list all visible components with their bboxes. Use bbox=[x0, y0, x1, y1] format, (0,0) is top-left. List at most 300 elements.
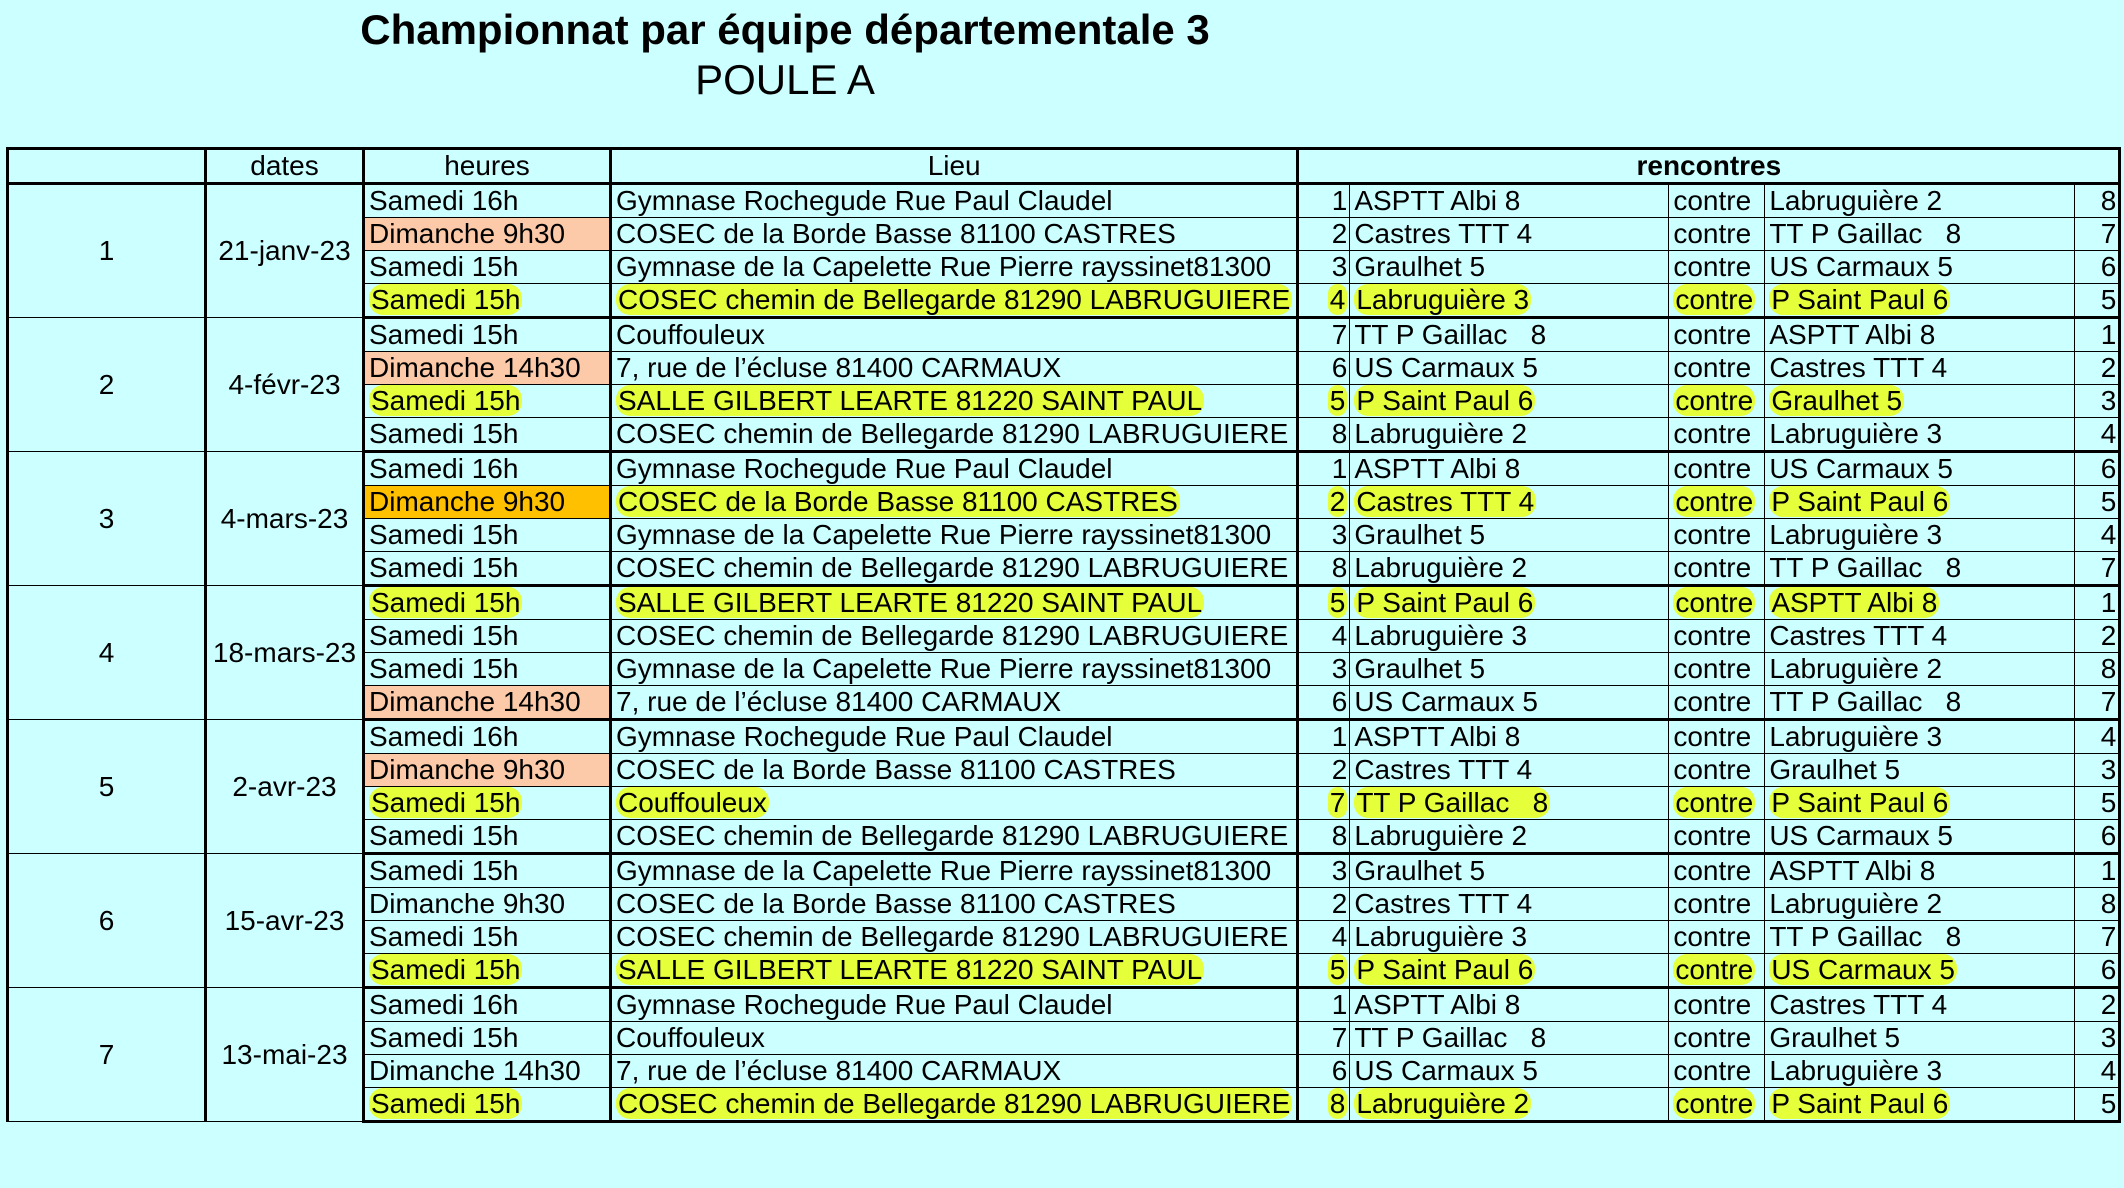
match-hour: Samedi 16h bbox=[369, 989, 519, 1020]
match-place: SALLE GILBERT LEARTE 81220 SAINT PAUL bbox=[618, 385, 1203, 416]
hour-cell bbox=[364, 1088, 611, 1122]
versus-label: contre bbox=[1673, 754, 1752, 785]
away-number: 6 bbox=[2100, 453, 2117, 484]
away-team: US Carmaux 5 bbox=[1769, 820, 1953, 851]
home-team: Labruguière 2 bbox=[1354, 418, 1528, 449]
match-hour: Dimanche 14h30 bbox=[365, 352, 609, 384]
versus-cell bbox=[1669, 418, 1765, 452]
home-number-cell bbox=[1298, 519, 1350, 552]
place-cell bbox=[611, 820, 1298, 854]
versus-cell bbox=[1669, 519, 1765, 552]
away-number: 1 bbox=[2100, 587, 2117, 618]
home-number-cell bbox=[1298, 686, 1350, 720]
away-number-cell bbox=[2075, 888, 2120, 921]
away-number: 7 bbox=[2100, 921, 2117, 952]
versus-label: contre bbox=[1673, 686, 1752, 717]
versus-cell bbox=[1669, 921, 1765, 954]
versus-cell bbox=[1669, 486, 1765, 519]
table-row bbox=[8, 586, 2120, 620]
round-number: 3 bbox=[8, 452, 206, 586]
away-team: P Saint Paul 6 bbox=[1771, 787, 1949, 818]
away-number-cell bbox=[2075, 954, 2120, 988]
away-number: 5 bbox=[2100, 284, 2117, 315]
match-hour: Samedi 15h bbox=[369, 418, 519, 449]
home-team: ASPTT Albi 8 bbox=[1354, 453, 1521, 484]
home-number: 5 bbox=[1329, 385, 1346, 416]
hour-cell bbox=[364, 418, 611, 452]
versus-cell bbox=[1669, 620, 1765, 653]
match-hour: Samedi 15h bbox=[369, 620, 519, 651]
match-hour: Samedi 15h bbox=[369, 921, 519, 952]
home-number-cell bbox=[1298, 486, 1350, 519]
away-number: 5 bbox=[2100, 486, 2117, 517]
away-team-cell bbox=[1765, 385, 2075, 418]
round-number: 1 bbox=[8, 184, 206, 318]
away-team-cell bbox=[1765, 1055, 2075, 1088]
versus-label: contre bbox=[1673, 1022, 1752, 1053]
match-hour: Dimanche 9h30 bbox=[365, 486, 609, 518]
away-number-cell bbox=[2075, 418, 2120, 452]
match-hour: Samedi 16h bbox=[369, 721, 519, 752]
home-team: Labruguière 3 bbox=[1354, 921, 1528, 952]
away-team: Labruguière 2 bbox=[1769, 653, 1943, 684]
place-cell bbox=[611, 1055, 1298, 1088]
home-team-cell bbox=[1350, 251, 1669, 284]
match-hour: Samedi 15h bbox=[369, 653, 519, 684]
away-number-cell bbox=[2075, 1088, 2120, 1122]
away-team-cell bbox=[1765, 921, 2075, 954]
versus-cell bbox=[1669, 888, 1765, 921]
match-hour: Samedi 15h bbox=[371, 954, 521, 985]
hour-cell bbox=[364, 318, 611, 352]
away-number-cell bbox=[2075, 1022, 2120, 1055]
away-team-cell bbox=[1765, 1022, 2075, 1055]
hour-cell bbox=[364, 184, 611, 218]
away-number-cell bbox=[2075, 854, 2120, 888]
away-number-cell bbox=[2075, 552, 2120, 586]
home-team-cell bbox=[1350, 318, 1669, 352]
away-team-cell bbox=[1765, 1088, 2075, 1122]
place-cell bbox=[611, 720, 1298, 754]
home-number: 1 bbox=[1331, 453, 1348, 484]
away-team-cell bbox=[1765, 954, 2075, 988]
away-number-cell bbox=[2075, 720, 2120, 754]
home-number-cell bbox=[1298, 787, 1350, 820]
hour-cell bbox=[364, 720, 611, 754]
versus-label: contre bbox=[1673, 855, 1752, 886]
match-place: Couffouleux bbox=[618, 787, 767, 818]
home-team: US Carmaux 5 bbox=[1354, 1055, 1538, 1086]
versus-cell bbox=[1669, 586, 1765, 620]
home-number: 8 bbox=[1329, 1088, 1346, 1119]
match-hour: Dimanche 14h30 bbox=[369, 1055, 581, 1086]
versus-label: contre bbox=[1673, 319, 1752, 350]
away-number: 4 bbox=[2100, 418, 2117, 449]
away-number: 4 bbox=[2100, 1055, 2117, 1086]
place-cell bbox=[611, 552, 1298, 586]
versus-label: contre bbox=[1673, 653, 1752, 684]
away-number: 3 bbox=[2100, 754, 2117, 785]
place-cell bbox=[611, 854, 1298, 888]
away-team-cell bbox=[1765, 754, 2075, 787]
header-heures: heures bbox=[364, 149, 611, 184]
match-place: COSEC de la Borde Basse 81100 CASTRES bbox=[616, 888, 1176, 919]
versus-label: contre bbox=[1675, 385, 1754, 416]
place-cell bbox=[611, 921, 1298, 954]
away-number-cell bbox=[2075, 452, 2120, 486]
away-team: Graulhet 5 bbox=[1769, 1022, 1901, 1053]
away-team: ASPTT Albi 8 bbox=[1771, 587, 1938, 618]
match-place: 7, rue de l’écluse 81400 CARMAUX bbox=[616, 1055, 1062, 1086]
home-number: 7 bbox=[1331, 319, 1348, 350]
home-number-cell bbox=[1298, 418, 1350, 452]
hour-cell bbox=[364, 620, 611, 653]
match-hour: Samedi 15h bbox=[369, 820, 519, 851]
round-number: 7 bbox=[8, 988, 206, 1122]
home-number: 6 bbox=[1331, 686, 1348, 717]
away-number-cell bbox=[2075, 820, 2120, 854]
match-place: COSEC chemin de Bellegarde 81290 LABRUGUIERE bbox=[618, 284, 1291, 315]
home-team-cell bbox=[1350, 720, 1669, 754]
home-team: ASPTT Albi 8 bbox=[1354, 721, 1521, 752]
match-place: COSEC de la Borde Basse 81100 CASTRES bbox=[616, 754, 1176, 785]
header-round bbox=[8, 149, 206, 184]
home-team-cell bbox=[1350, 921, 1669, 954]
versus-cell bbox=[1669, 787, 1765, 820]
hour-cell bbox=[364, 385, 611, 418]
home-team-cell bbox=[1350, 385, 1669, 418]
table-row bbox=[8, 988, 2120, 1022]
away-team-cell bbox=[1765, 854, 2075, 888]
table-row bbox=[8, 318, 2120, 352]
versus-label: contre bbox=[1673, 1055, 1752, 1086]
home-team: TT P Gaillac 8 bbox=[1354, 1022, 1547, 1053]
home-team-cell bbox=[1350, 552, 1669, 586]
place-cell bbox=[611, 251, 1298, 284]
hour-cell bbox=[364, 519, 611, 552]
home-team: P Saint Paul 6 bbox=[1356, 954, 1534, 985]
place-cell bbox=[611, 653, 1298, 686]
place-cell bbox=[611, 988, 1298, 1022]
match-place: 7, rue de l’écluse 81400 CARMAUX bbox=[616, 686, 1062, 717]
away-number: 3 bbox=[2100, 385, 2117, 416]
home-team-cell bbox=[1350, 653, 1669, 686]
place-cell bbox=[611, 318, 1298, 352]
versus-cell bbox=[1669, 251, 1765, 284]
match-place: COSEC chemin de Bellegarde 81290 LABRUGUIERE bbox=[616, 552, 1289, 583]
match-place: COSEC chemin de Bellegarde 81290 LABRUGUIERE bbox=[618, 1088, 1291, 1119]
away-team-cell bbox=[1765, 820, 2075, 854]
home-number-cell bbox=[1298, 1055, 1350, 1088]
match-place: SALLE GILBERT LEARTE 81220 SAINT PAUL bbox=[618, 587, 1203, 618]
place-cell bbox=[611, 1088, 1298, 1122]
round-number: 6 bbox=[8, 854, 206, 988]
home-team: Labruguière 3 bbox=[1356, 284, 1530, 315]
match-hour: Samedi 15h bbox=[369, 519, 519, 550]
hour-cell bbox=[364, 586, 611, 620]
place-cell bbox=[611, 620, 1298, 653]
away-number-cell bbox=[2075, 486, 2120, 519]
home-number: 7 bbox=[1329, 787, 1346, 818]
home-number-cell bbox=[1298, 385, 1350, 418]
versus-cell bbox=[1669, 754, 1765, 787]
home-number-cell bbox=[1298, 452, 1350, 486]
versus-label: contre bbox=[1673, 820, 1752, 851]
home-number: 6 bbox=[1331, 1055, 1348, 1086]
home-number-cell bbox=[1298, 552, 1350, 586]
match-hour: Samedi 15h bbox=[369, 319, 519, 350]
round-date: 21-janv-23 bbox=[206, 184, 364, 318]
home-team-cell bbox=[1350, 586, 1669, 620]
versus-label: contre bbox=[1673, 989, 1752, 1020]
away-team-cell bbox=[1765, 418, 2075, 452]
match-hour: Dimanche 9h30 bbox=[365, 754, 609, 786]
versus-label: contre bbox=[1673, 921, 1752, 952]
away-team-cell bbox=[1765, 586, 2075, 620]
versus-cell bbox=[1669, 854, 1765, 888]
home-number-cell bbox=[1298, 720, 1350, 754]
home-team: Graulhet 5 bbox=[1354, 251, 1486, 282]
away-team-cell bbox=[1765, 184, 2075, 218]
match-place: COSEC chemin de Bellegarde 81290 LABRUGUIERE bbox=[616, 620, 1289, 651]
table-row bbox=[8, 184, 2120, 218]
place-cell bbox=[611, 486, 1298, 519]
away-number: 2 bbox=[2100, 352, 2117, 383]
header-rencontres: rencontres bbox=[1298, 149, 2120, 184]
home-number-cell bbox=[1298, 888, 1350, 921]
versus-cell bbox=[1669, 385, 1765, 418]
home-team: TT P Gaillac 8 bbox=[1356, 787, 1549, 818]
place-cell bbox=[611, 519, 1298, 552]
home-team-cell bbox=[1350, 486, 1669, 519]
home-team-cell bbox=[1350, 787, 1669, 820]
header-dates: dates bbox=[206, 149, 364, 184]
away-team: P Saint Paul 6 bbox=[1771, 486, 1949, 517]
versus-label: contre bbox=[1675, 486, 1754, 517]
away-number-cell bbox=[2075, 218, 2120, 251]
match-hour: Samedi 15h bbox=[369, 1022, 519, 1053]
versus-cell bbox=[1669, 653, 1765, 686]
home-team-cell bbox=[1350, 988, 1669, 1022]
round-date: 15-avr-23 bbox=[206, 854, 364, 988]
hour-cell bbox=[364, 653, 611, 686]
hour-cell bbox=[364, 686, 611, 720]
away-team: Labruguière 3 bbox=[1769, 1055, 1943, 1086]
versus-cell bbox=[1669, 552, 1765, 586]
place-cell bbox=[611, 686, 1298, 720]
home-number-cell bbox=[1298, 921, 1350, 954]
match-place: Gymnase de la Capelette Rue Pierre rayssinet81300 bbox=[616, 653, 1272, 684]
home-team-cell bbox=[1350, 854, 1669, 888]
versus-cell bbox=[1669, 284, 1765, 318]
home-team: Castres TTT 4 bbox=[1354, 888, 1533, 919]
hour-cell bbox=[364, 452, 611, 486]
away-number: 2 bbox=[2100, 989, 2117, 1020]
match-hour: Samedi 15h bbox=[371, 385, 521, 416]
hour-cell bbox=[364, 854, 611, 888]
place-cell bbox=[611, 754, 1298, 787]
away-number: 3 bbox=[2100, 1022, 2117, 1053]
away-number: 4 bbox=[2100, 721, 2117, 752]
round-number: 4 bbox=[8, 586, 206, 720]
home-number: 1 bbox=[1331, 989, 1348, 1020]
away-team-cell bbox=[1765, 352, 2075, 385]
away-team: TT P Gaillac 8 bbox=[1769, 686, 1962, 717]
home-number: 3 bbox=[1331, 519, 1348, 550]
away-number: 1 bbox=[2100, 319, 2117, 350]
away-team-cell bbox=[1765, 787, 2075, 820]
match-place: COSEC chemin de Bellegarde 81290 LABRUGUIERE bbox=[616, 418, 1289, 449]
home-team-cell bbox=[1350, 1088, 1669, 1122]
away-team-cell bbox=[1765, 284, 2075, 318]
match-hour: Dimanche 9h30 bbox=[365, 218, 609, 250]
round-date: 13-mai-23 bbox=[206, 988, 364, 1122]
away-team: P Saint Paul 6 bbox=[1771, 284, 1949, 315]
home-team-cell bbox=[1350, 218, 1669, 251]
round-date: 4-mars-23 bbox=[206, 452, 364, 586]
match-place: 7, rue de l’écluse 81400 CARMAUX bbox=[616, 352, 1062, 383]
page-subtitle: POULE A bbox=[695, 56, 875, 103]
place-cell bbox=[611, 218, 1298, 251]
table-row bbox=[8, 720, 2120, 754]
away-number: 5 bbox=[2100, 787, 2117, 818]
match-place: Couffouleux bbox=[616, 319, 765, 350]
away-number-cell bbox=[2075, 284, 2120, 318]
away-number: 2 bbox=[2100, 620, 2117, 651]
versus-label: contre bbox=[1673, 519, 1752, 550]
home-number: 4 bbox=[1331, 921, 1348, 952]
away-team-cell bbox=[1765, 519, 2075, 552]
hour-cell bbox=[364, 251, 611, 284]
away-number: 7 bbox=[2100, 552, 2117, 583]
hour-cell bbox=[364, 921, 611, 954]
match-hour: Dimanche 9h30 bbox=[369, 888, 566, 919]
home-number: 2 bbox=[1329, 486, 1346, 517]
home-team: ASPTT Albi 8 bbox=[1354, 989, 1521, 1020]
away-team-cell bbox=[1765, 720, 2075, 754]
hour-cell bbox=[364, 218, 611, 251]
versus-label: contre bbox=[1673, 352, 1752, 383]
versus-cell bbox=[1669, 352, 1765, 385]
away-number-cell bbox=[2075, 385, 2120, 418]
home-number-cell bbox=[1298, 820, 1350, 854]
home-number: 3 bbox=[1331, 855, 1348, 886]
away-team: Labruguière 2 bbox=[1769, 185, 1943, 216]
match-hour: Samedi 15h bbox=[371, 1088, 521, 1119]
home-number-cell bbox=[1298, 318, 1350, 352]
versus-cell bbox=[1669, 318, 1765, 352]
home-team: P Saint Paul 6 bbox=[1356, 385, 1534, 416]
place-cell bbox=[611, 284, 1298, 318]
versus-label: contre bbox=[1675, 284, 1754, 315]
away-team: Graulhet 5 bbox=[1771, 385, 1903, 416]
match-place: Gymnase Rochegude Rue Paul Claudel bbox=[616, 453, 1113, 484]
home-number-cell bbox=[1298, 251, 1350, 284]
home-team: TT P Gaillac 8 bbox=[1354, 319, 1547, 350]
hour-cell bbox=[364, 486, 611, 519]
away-number-cell bbox=[2075, 318, 2120, 352]
hour-cell bbox=[364, 888, 611, 921]
versus-cell bbox=[1669, 218, 1765, 251]
away-team: Castres TTT 4 bbox=[1769, 620, 1948, 651]
away-number-cell bbox=[2075, 620, 2120, 653]
away-number-cell bbox=[2075, 352, 2120, 385]
home-number: 1 bbox=[1331, 185, 1348, 216]
home-number: 3 bbox=[1331, 653, 1348, 684]
hour-cell bbox=[364, 1055, 611, 1088]
home-team-cell bbox=[1350, 754, 1669, 787]
home-team-cell bbox=[1350, 686, 1669, 720]
versus-label: contre bbox=[1673, 552, 1752, 583]
home-team-cell bbox=[1350, 352, 1669, 385]
home-number-cell bbox=[1298, 1088, 1350, 1122]
home-number: 7 bbox=[1331, 1022, 1348, 1053]
home-team: Castres TTT 4 bbox=[1356, 486, 1535, 517]
away-number-cell bbox=[2075, 787, 2120, 820]
round-date: 18-mars-23 bbox=[206, 586, 364, 720]
away-number-cell bbox=[2075, 1055, 2120, 1088]
hour-cell bbox=[364, 1022, 611, 1055]
place-cell bbox=[611, 888, 1298, 921]
home-team: Labruguière 2 bbox=[1354, 820, 1528, 851]
match-place: COSEC chemin de Bellegarde 81290 LABRUGUIERE bbox=[616, 921, 1289, 952]
match-place: Gymnase Rochegude Rue Paul Claudel bbox=[616, 185, 1113, 216]
hour-cell bbox=[364, 552, 611, 586]
away-team-cell bbox=[1765, 653, 2075, 686]
versus-cell bbox=[1669, 452, 1765, 486]
away-team: P Saint Paul 6 bbox=[1771, 1088, 1949, 1119]
home-team-cell bbox=[1350, 954, 1669, 988]
versus-cell bbox=[1669, 820, 1765, 854]
match-hour: Samedi 15h bbox=[369, 251, 519, 282]
away-number-cell bbox=[2075, 519, 2120, 552]
hour-cell bbox=[364, 352, 611, 385]
home-number-cell bbox=[1298, 754, 1350, 787]
home-number: 5 bbox=[1329, 587, 1346, 618]
home-team-cell bbox=[1350, 452, 1669, 486]
match-hour: Samedi 15h bbox=[371, 587, 521, 618]
away-team: US Carmaux 5 bbox=[1771, 954, 1955, 985]
versus-cell bbox=[1669, 720, 1765, 754]
home-number: 2 bbox=[1331, 218, 1348, 249]
place-cell bbox=[611, 352, 1298, 385]
away-team: Labruguière 3 bbox=[1769, 418, 1943, 449]
away-number: 8 bbox=[2100, 185, 2117, 216]
versus-label: contre bbox=[1673, 721, 1752, 752]
page-title: Championnat par équipe départementale 3 bbox=[360, 6, 1210, 53]
home-number-cell bbox=[1298, 352, 1350, 385]
versus-label: contre bbox=[1675, 587, 1754, 618]
home-team-cell bbox=[1350, 418, 1669, 452]
home-number: 6 bbox=[1331, 352, 1348, 383]
home-team-cell bbox=[1350, 820, 1669, 854]
away-number-cell bbox=[2075, 586, 2120, 620]
hour-cell bbox=[364, 284, 611, 318]
versus-label: contre bbox=[1673, 251, 1752, 282]
home-number: 8 bbox=[1331, 552, 1348, 583]
match-place: Gymnase Rochegude Rue Paul Claudel bbox=[616, 989, 1113, 1020]
header-lieu: Lieu bbox=[611, 149, 1298, 184]
home-team: Graulhet 5 bbox=[1354, 855, 1486, 886]
versus-label: contre bbox=[1675, 787, 1754, 818]
match-place: COSEC de la Borde Basse 81100 CASTRES bbox=[616, 218, 1176, 249]
home-team-cell bbox=[1350, 1022, 1669, 1055]
match-hour: Samedi 16h bbox=[369, 453, 519, 484]
versus-label: contre bbox=[1673, 185, 1752, 216]
home-number: 8 bbox=[1331, 820, 1348, 851]
away-team: TT P Gaillac 8 bbox=[1769, 218, 1962, 249]
home-team: P Saint Paul 6 bbox=[1356, 587, 1534, 618]
